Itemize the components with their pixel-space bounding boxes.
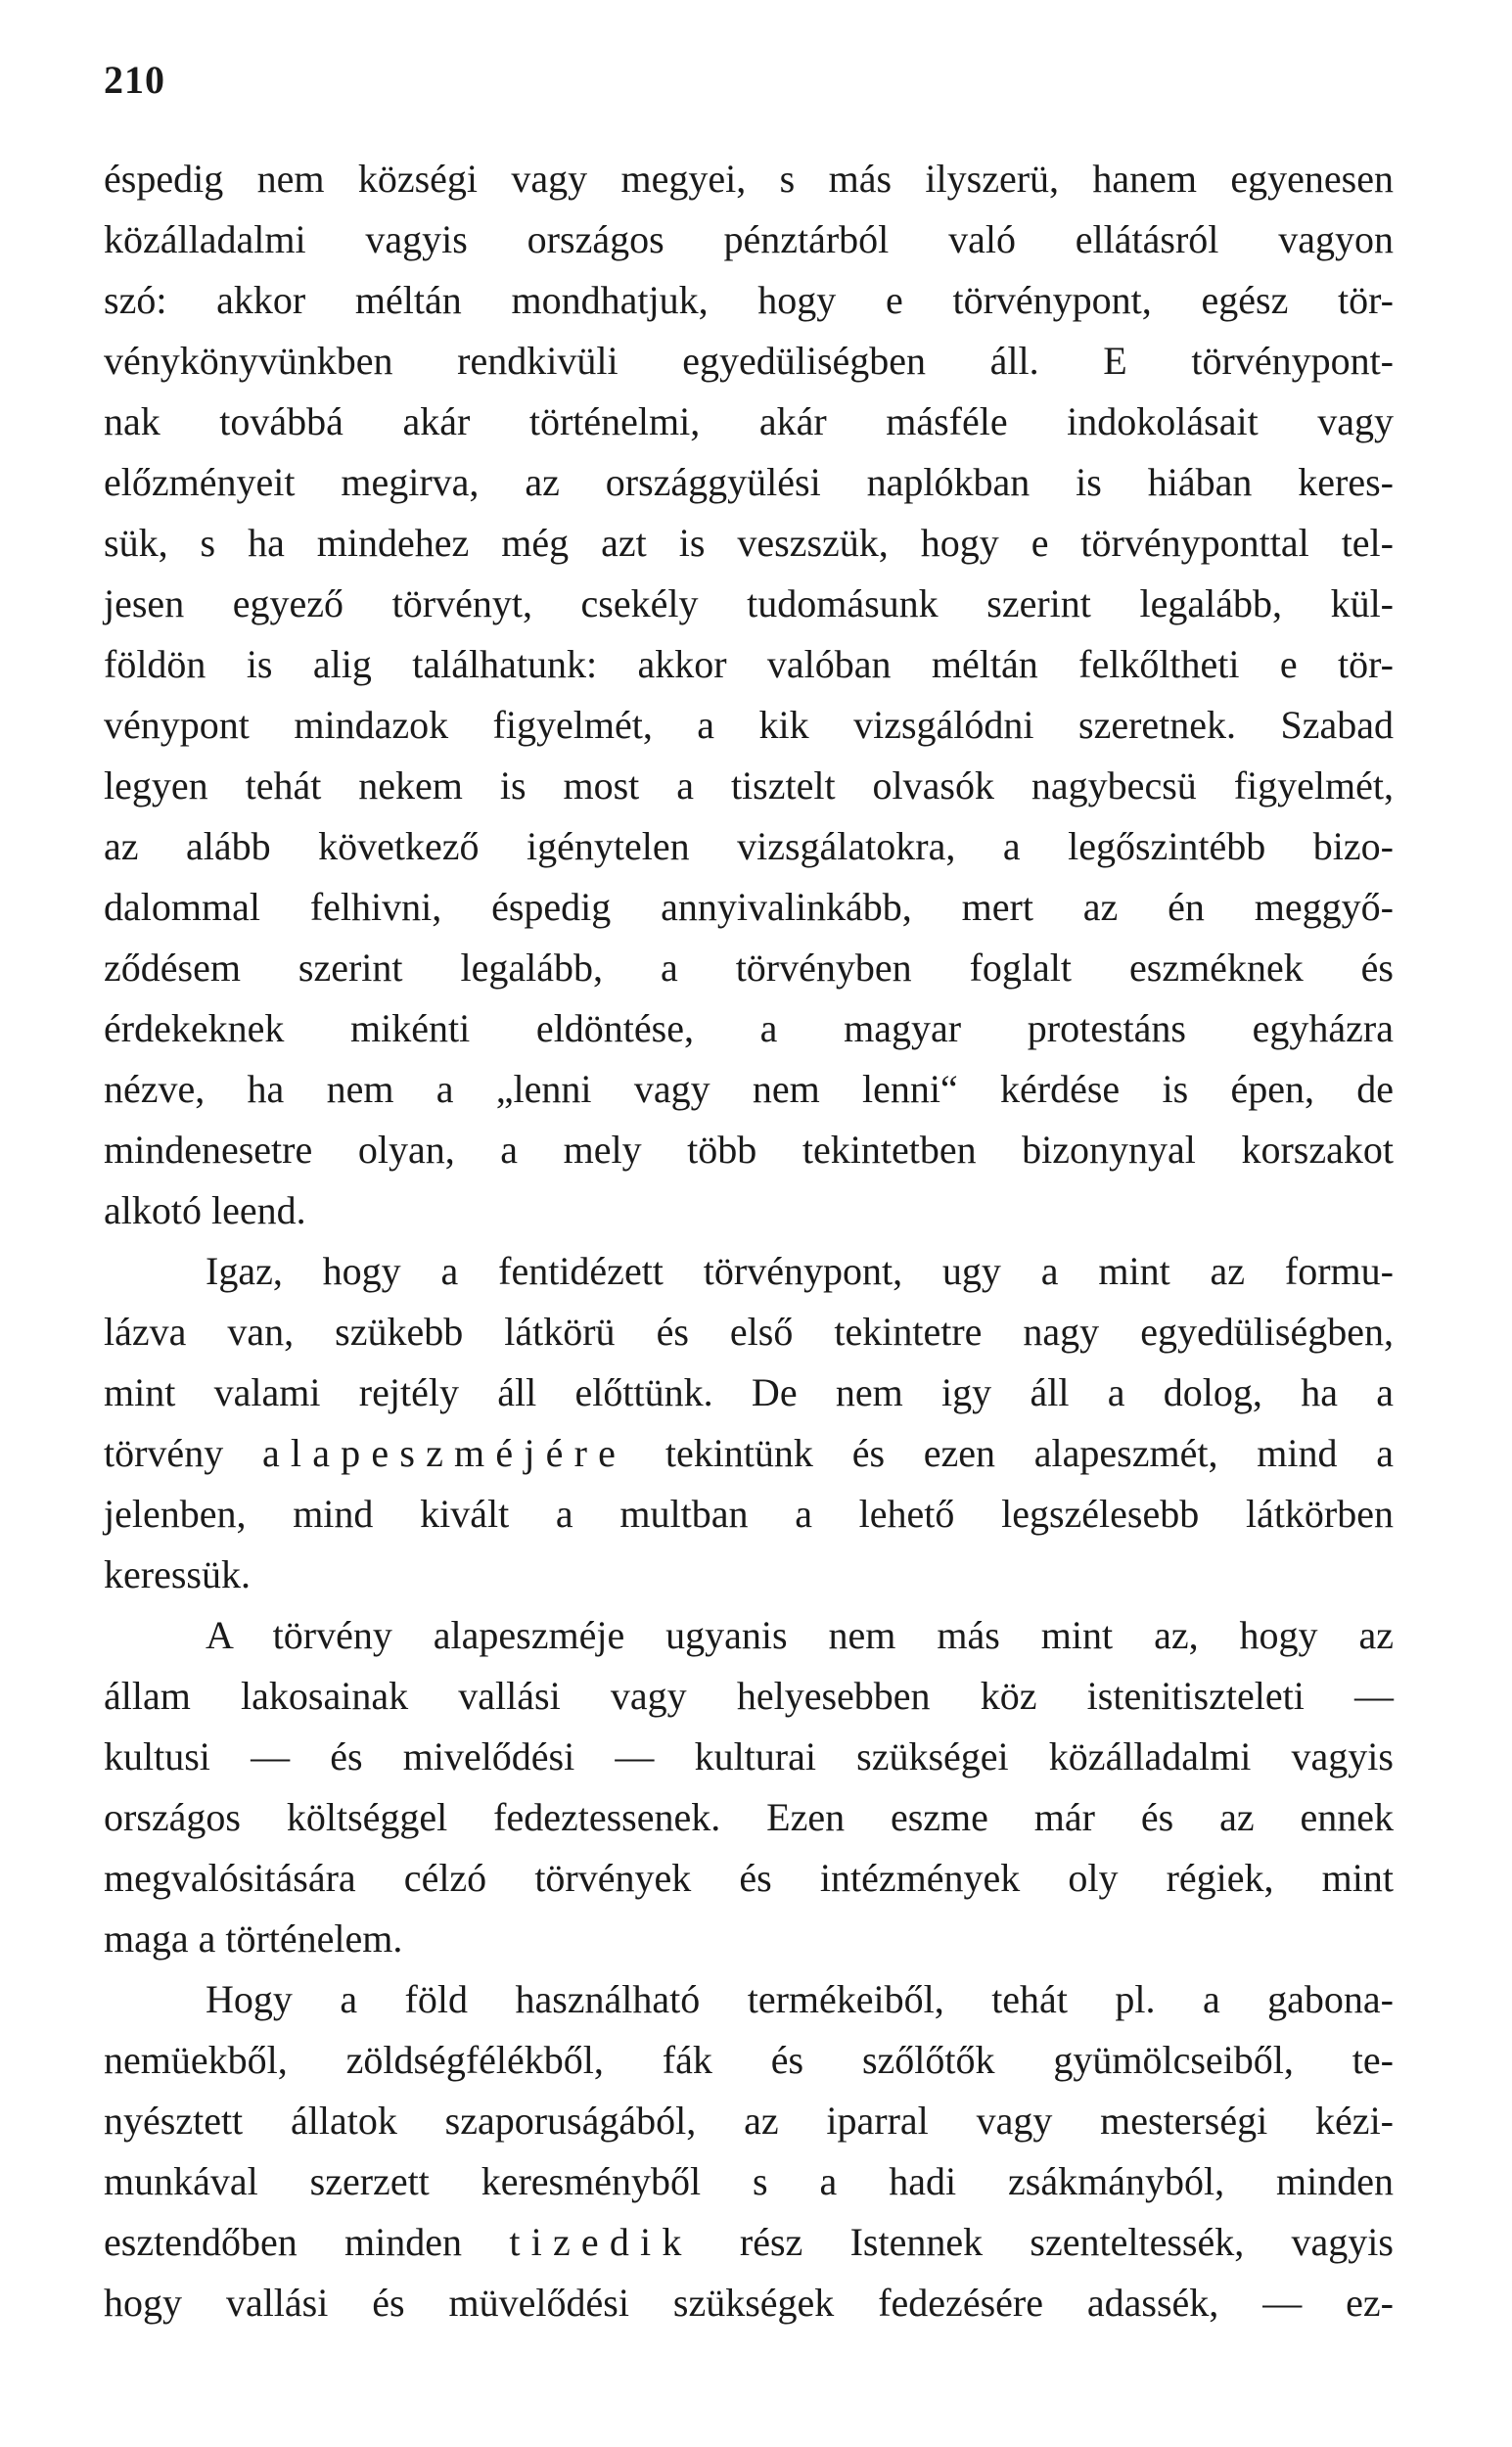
spaced-emphasis: tizedik <box>509 2220 693 2264</box>
text-line: földön is alig találhatunk: akkor valóban méltán felkőltheti e tör- <box>104 642 1394 686</box>
text-line: munkával szerzett keresményből s a hadi zsákmányból, minden <box>104 2159 1394 2203</box>
text-line: nak továbbá akár történelmi, akár másféle indokolásait vagy <box>104 399 1394 443</box>
text-line: lázva van, szükebb látkörü és első tekintetre nagy egyedüliségben, <box>104 1310 1394 1354</box>
text-line: közálladalmi vagyis országos pénztárból való ellátásról vagyon <box>104 217 1394 261</box>
spaced-emphasis: alapeszméjére <box>261 1431 627 1475</box>
text-line: szó: akkor méltán mondhatjuk, hogy e törvénypont, egész tör- <box>104 278 1394 322</box>
text-line: vénypont mindazok figyelmét, a kik vizsgálódni szeretnek. Szabad <box>104 703 1394 747</box>
text-line: jelenben, mind kivált a multban a lehető legszélesebb látkörben <box>104 1492 1394 1536</box>
text-line: az alább következő igénytelen vizsgálatokra, a legőszintébb bizo- <box>104 824 1394 868</box>
text-line: nézve, ha nem a „lenni vagy nem lenni“ kérdése is épen, de <box>104 1067 1394 1111</box>
text-fragment: esztendőben minden <box>104 2220 510 2264</box>
paragraph-2 <box>104 1241 1394 1605</box>
text-line: előzményeit megirva, az országgyülési naplókban is hiában keres- <box>104 460 1394 504</box>
text-line: megvalósitására célzó törvények és intézmények oly régiek, mint <box>104 1856 1394 1900</box>
text-line: kultusi — és mivelődési — kulturai szükségei közálladalmi vagyis <box>104 1734 1394 1778</box>
text-line: hogy vallási és müvelődési szükségek fedezésére adassék, — ez- <box>104 2281 1394 2325</box>
text-line: nyésztett állatok szaporuságából, az iparral vagy mesterségi kézi- <box>104 2099 1394 2143</box>
text-fragment: tekintünk és ezen alapeszmét, mind a <box>626 1431 1394 1475</box>
text-line: alkotó leend. <box>104 1188 306 1232</box>
text-line: állam lakosainak vallási vagy helyesebben köz istenitiszteleti — <box>104 1674 1394 1718</box>
text-line: mint valami rejtély áll előttünk. De nem igy áll a dolog, ha a <box>104 1370 1394 1414</box>
text-line: vénykönyvünkben rendkivüli egyedüliségben áll. E törvénypont- <box>104 339 1394 383</box>
text-line: maga a történelem. <box>104 1916 403 1961</box>
text-line <box>104 2212 1394 2273</box>
text-fragment: törvény <box>104 1431 262 1475</box>
paragraph-3 <box>104 1605 1394 1969</box>
text-line: érdekeknek mikénti eldöntése, a magyar protestáns egyházra <box>104 1006 1394 1050</box>
text-line: dalommal felhivni, éspedig annyivalinkább, mert az én meggyő- <box>104 885 1394 929</box>
page-number: 210 <box>104 58 165 102</box>
text-fragment: rész Istennek szenteltessék, vagyis <box>692 2220 1394 2264</box>
text-line: sük, s ha mindehez még azt is veszszük, hogy e törvényponttal tel- <box>104 521 1394 565</box>
text-line: A törvény alapeszméje ugyanis nem más mint az, hogy az <box>206 1613 1394 1657</box>
text-line: nemüekből, zöldségfélékből, fák és szőlőtők gyümölcseiből, te- <box>104 2038 1394 2082</box>
text-line: Hogy a föld használható termékeiből, tehát pl. a gabona- <box>206 1977 1394 2021</box>
text-line: keressük. <box>104 1552 251 1596</box>
paragraph-1 <box>104 149 1394 1241</box>
body-text <box>104 149 1394 2333</box>
text-line <box>104 1423 1394 1484</box>
text-line: országos költséggel fedeztessenek. Ezen eszme már és az ennek <box>104 1795 1394 1839</box>
paragraph-4 <box>104 1969 1394 2333</box>
text-line: éspedig nem községi vagy megyei, s más ilyszerü, hanem egyenesen <box>104 157 1394 201</box>
text-line: Igaz, hogy a fentidézett törvénypont, ugy a mint az formu- <box>206 1249 1394 1293</box>
text-line: mindenesetre olyan, a mely több tekintetben bizonynyal korszakot <box>104 1128 1394 1172</box>
text-line: jesen egyező törvényt, csekély tudomásunk szerint legalább, kül- <box>104 581 1394 625</box>
text-line: ződésem szerint legalább, a törvényben foglalt eszméknek és <box>104 946 1394 990</box>
text-line: legyen tehát nekem is most a tisztelt olvasók nagybecsü figyelmét, <box>104 763 1394 808</box>
